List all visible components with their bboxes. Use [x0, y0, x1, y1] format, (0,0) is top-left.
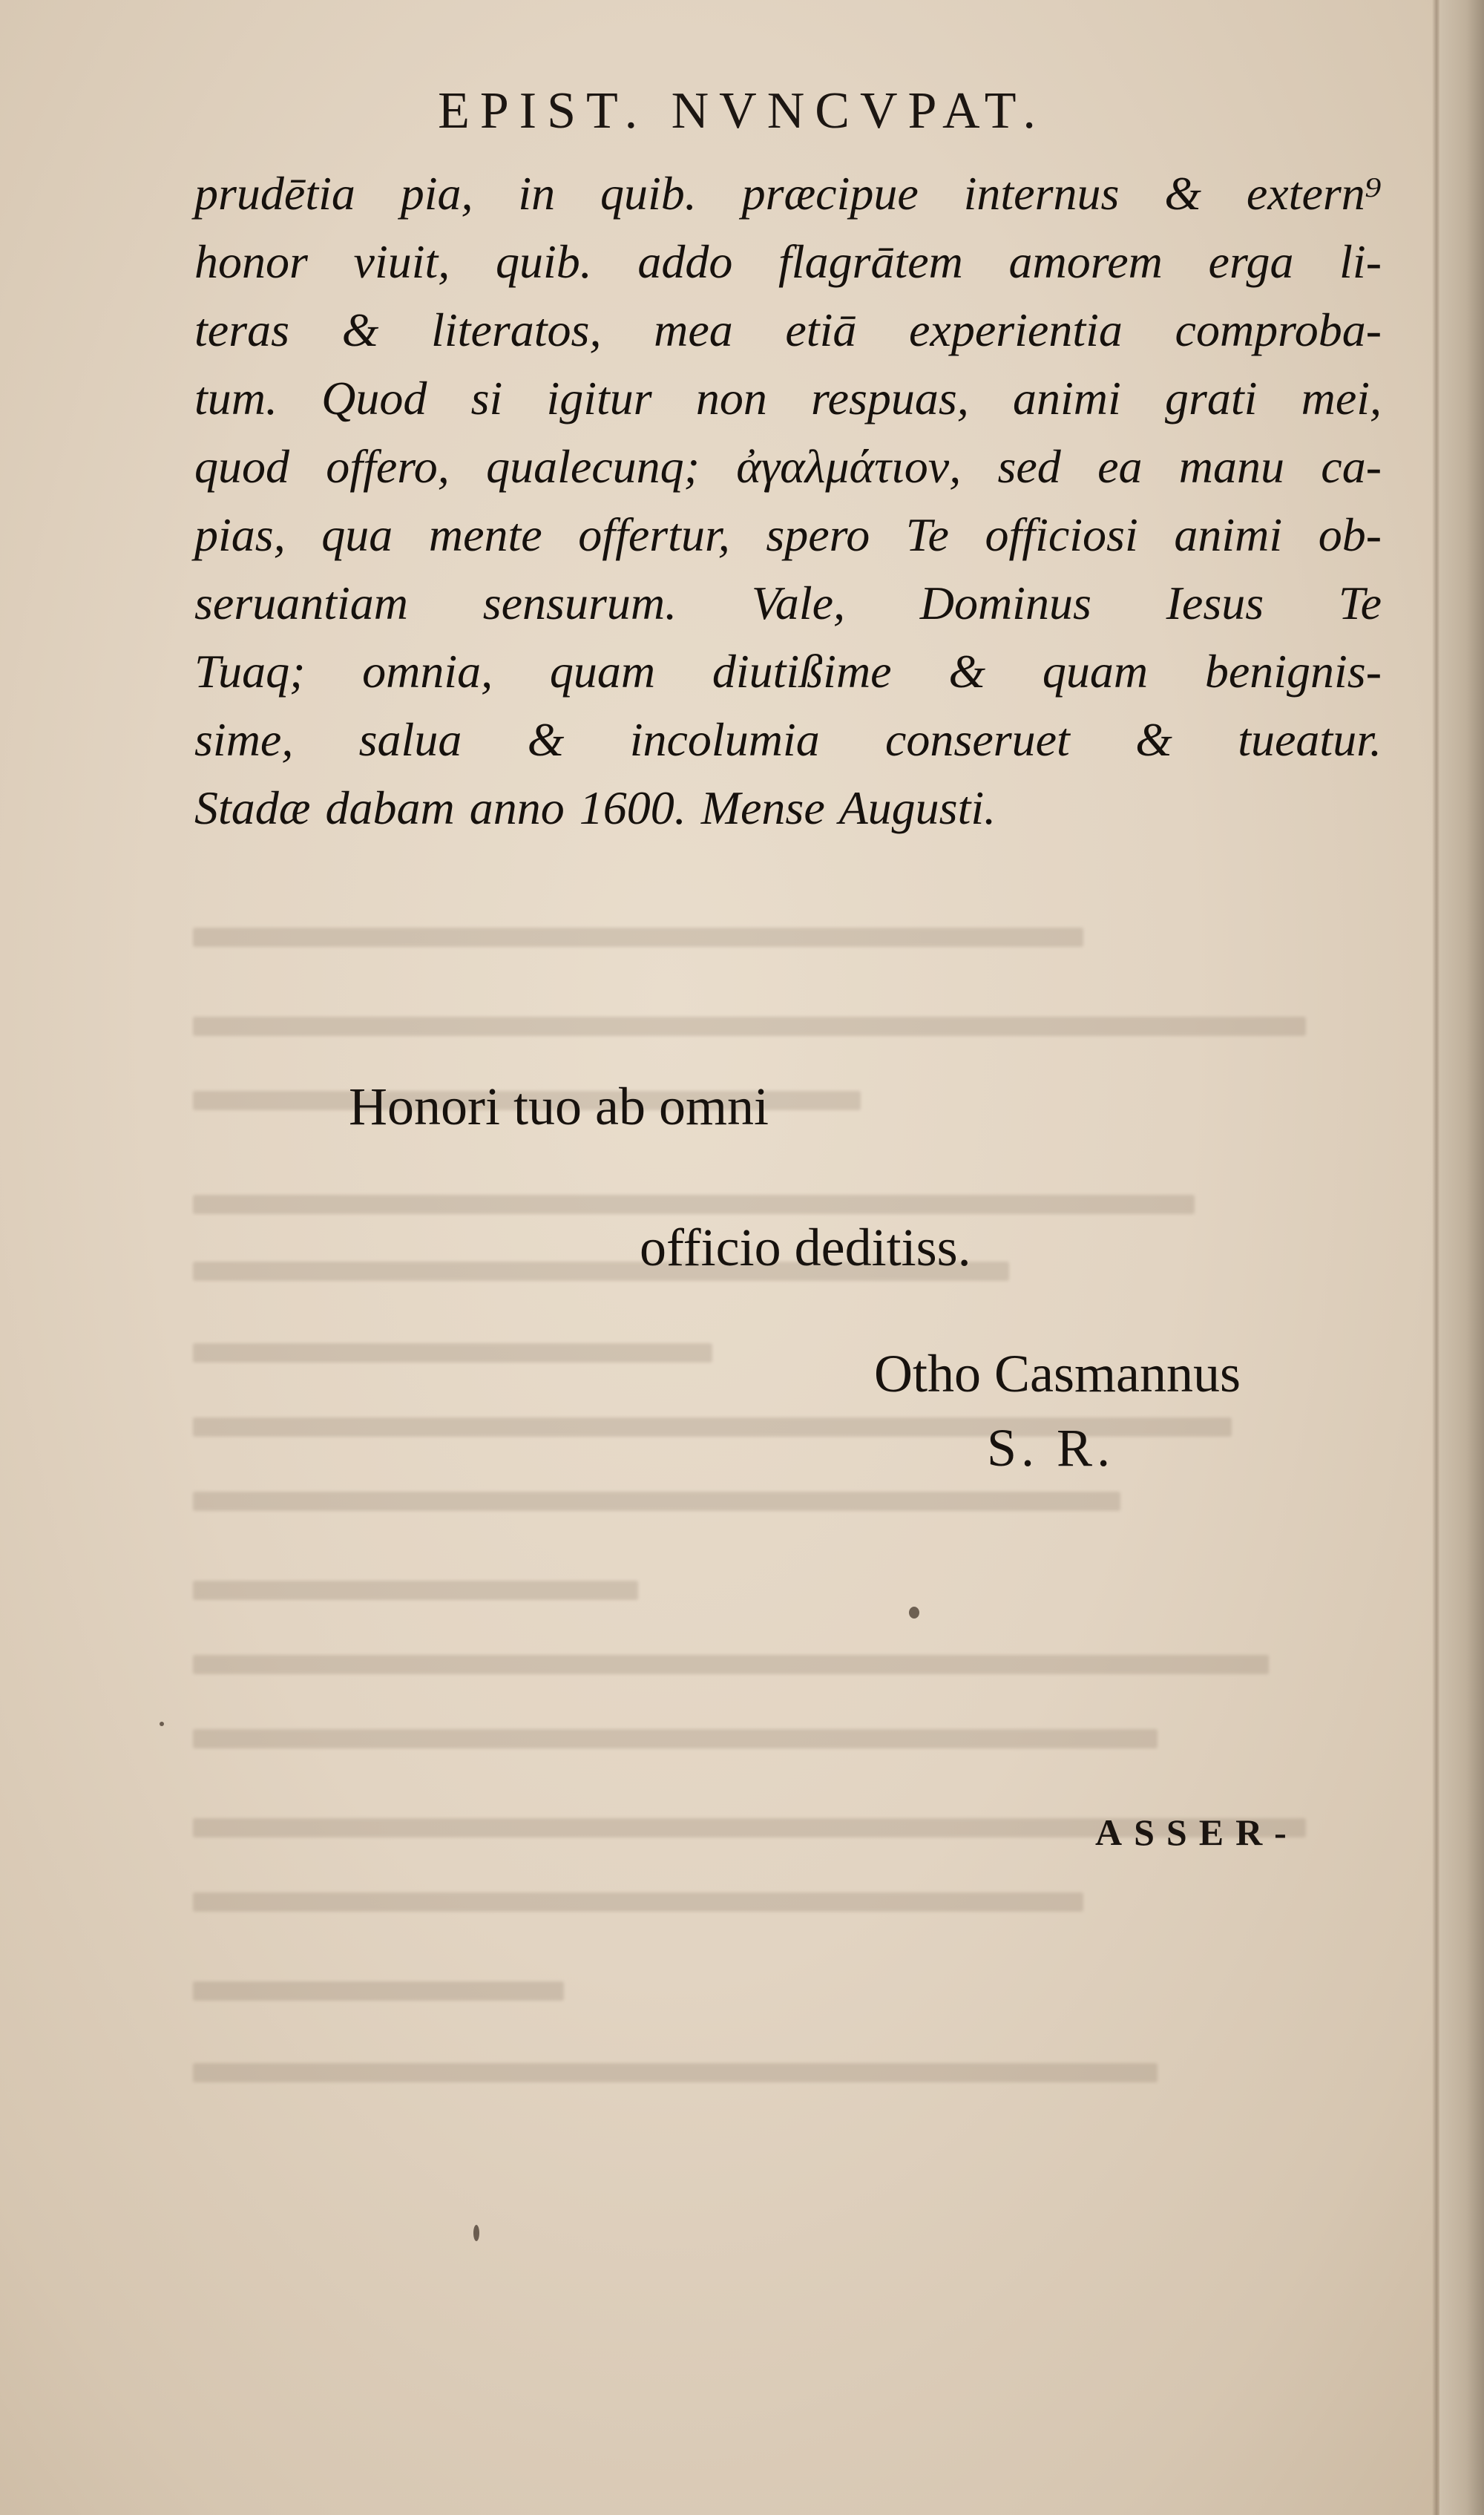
author-signature: Otho Casmannus	[874, 1344, 1241, 1403]
catchword: ASSER-	[1095, 1811, 1298, 1853]
closing-salutation: Honori tuo ab omni	[349, 1077, 769, 1136]
letter-line: teras & literatos, mea etiā experientia comproba-	[194, 304, 1382, 356]
paper-speck	[909, 1607, 919, 1619]
letter-line: seruantiam sensurum. Vale, Dominus Iesus Te	[194, 577, 1382, 629]
closing-salutation-continued: officio deditiss.	[640, 1218, 971, 1277]
letter-line: pias, qua mente offertur, spero Te officiosi animi ob-	[194, 508, 1382, 561]
letter-line: sime, salua & incolumia conseruet & tueatur.	[194, 713, 1382, 766]
author-initials: S. R.	[987, 1418, 1115, 1478]
paper-speck	[473, 2225, 479, 2241]
running-head: EPIST. NVNCVPAT.	[438, 82, 1046, 140]
letter-line: prudētia pia, in quib. præcipue internus & extern⁹	[194, 167, 1382, 220]
letter-line: quod offero, qualecunq; ἀγαλμάτιον, sed ea manu ca-	[194, 440, 1382, 493]
letter-body	[194, 160, 1382, 842]
paper-speck	[160, 1722, 164, 1726]
page-edge	[1439, 0, 1484, 2515]
letter-dateline: Stadæ dabam anno 1600. Mense Augusti.	[194, 781, 997, 834]
letter-line: Tuaq; omnia, quam diutißime & quam benignis-	[194, 645, 1382, 698]
letter-line: honor viuit, quib. addo flagrātem amorem erga li-	[194, 235, 1382, 288]
letter-line: tum. Quod si igitur non respuas, animi grati mei,	[194, 372, 1382, 424]
